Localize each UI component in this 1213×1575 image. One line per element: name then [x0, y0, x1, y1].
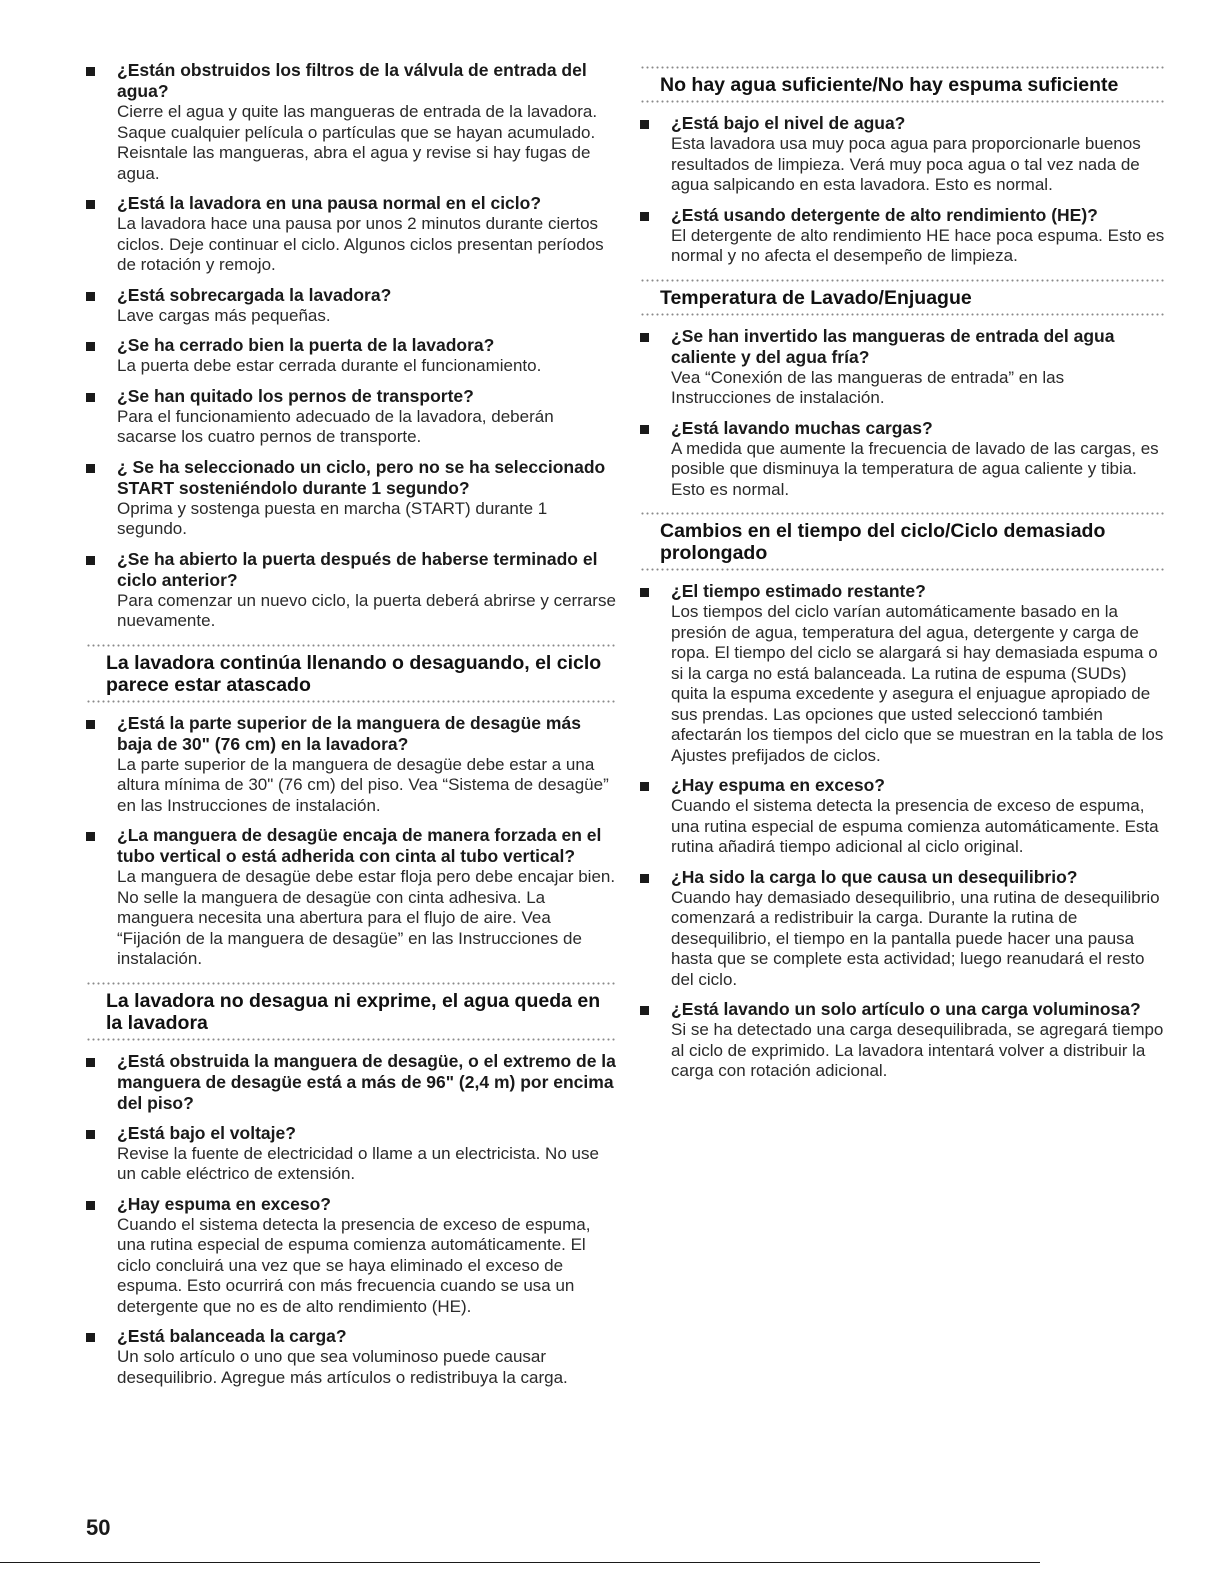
answer: Para comenzar un nuevo ciclo, la puerta deberá abrirse y cerrarse nuevamente.	[117, 590, 616, 630]
bullet-icon	[86, 292, 95, 301]
section-header	[640, 512, 1165, 571]
list-item	[86, 1326, 616, 1388]
list-item	[640, 999, 1165, 1082]
bullet-icon	[86, 1058, 95, 1067]
page-number: 50	[86, 1515, 111, 1540]
bullet-icon	[86, 556, 95, 565]
question: ¿Está balanceada la carga?	[117, 1326, 347, 1346]
dotted-divider	[86, 982, 616, 985]
list-item	[640, 326, 1165, 409]
bullet-icon	[86, 464, 95, 473]
answer: Un solo artículo o uno que sea voluminoso puede causar desequilibrio. Agregue más artículos o redistribuya la carga.	[117, 1347, 568, 1387]
left-items-top	[86, 60, 616, 632]
bullet-icon	[640, 782, 649, 791]
dotted-divider	[86, 644, 616, 647]
answer: Los tiempos del ciclo varían automáticamente basado en la presión de agua, temperatura del agua, detergente y carga de ropa. El tiempo del ciclo se alargará si hay demasiada espuma o si la carga no está balanceada. La rutina de espuma (SUDs) quita la espuma excedente y asegura el enjuague apropiado de sus prendas. Las opciones que usted seleccionó también afectarán los tiempos del ciclo que se muestran en la tabla de los Ajustes prefijados de ciclos.	[671, 602, 1164, 765]
bullet-icon	[640, 1006, 649, 1015]
bullet-icon	[86, 720, 95, 729]
section-header	[86, 644, 616, 703]
question: ¿Está usando detergente de alto rendimiento (HE)?	[671, 204, 1098, 225]
bullet-icon	[86, 342, 95, 351]
section-title: La lavadora no desagua ni exprime, el agua queda en la lavadora	[106, 989, 601, 1034]
question: ¿Está bajo el voltaje?	[117, 1122, 296, 1143]
question: ¿Está lavando muchas cargas?	[671, 417, 933, 438]
list-item	[640, 867, 1165, 991]
answer: La puerta debe estar cerrada durante el funcionamiento.	[117, 356, 542, 375]
list-item	[640, 113, 1165, 196]
dotted-divider	[640, 100, 1165, 103]
list-item	[86, 825, 616, 970]
question: ¿Se ha cerrado bien la puerta de la lavadora?	[117, 335, 495, 355]
answer: Para el funcionamiento adecuado de la lavadora, deberán sacarse los cuatro pernos de transporte.	[117, 406, 554, 446]
question: ¿Hay espuma en exceso?	[671, 775, 885, 795]
question: ¿Está obstruida la manguera de desagüe, o el extremo de la manguera de desagüe está a más de 96" (2,4 m) por encima del piso?	[117, 1050, 616, 1113]
answer: Esta lavadora usa muy poca agua para proporcionarle buenos resultados de limpieza. Verá muy poca agua o tal vez nada de agua salpicando en esta lavadora. Esto es normal.	[671, 134, 1141, 194]
question: ¿Se han quitado los pernos de transporte?	[117, 385, 474, 406]
question: ¿Está sobrecargada la lavadora?	[117, 284, 392, 305]
question: ¿La manguera de desagüe encaja de manera forzada en el tubo vertical o está adherida con cinta al tubo vertical?	[117, 825, 602, 866]
section-header	[640, 279, 1165, 316]
list-item	[86, 60, 616, 184]
dotted-divider	[640, 66, 1165, 69]
list-item	[86, 386, 616, 448]
dotted-divider	[640, 568, 1165, 571]
dotted-divider	[86, 700, 616, 703]
dotted-divider	[86, 1038, 616, 1041]
bullet-icon	[640, 212, 649, 221]
answer: Vea “Conexión de las mangueras de entrada” en las Instrucciones de instalación.	[671, 367, 1065, 407]
list-item	[86, 285, 616, 327]
answer: A medida que aumente la frecuencia de lavado de las cargas, es posible que disminuya la temperatura de agua caliente y tibia. Esto es normal.	[671, 438, 1159, 499]
left-column	[86, 60, 616, 1397]
answer: Cuando hay demasiado desequilibrio, una rutina de desequilibrio comenzará a redistribuir la carga. Durante la rutina de desequilibrio, el tiempo en la pantalla puede hacer una pausa hasta que se complete esta actividad; luego reanudará el resto del ciclo.	[671, 887, 1160, 989]
question: ¿Hay espuma en exceso?	[117, 1193, 331, 1214]
bullet-icon	[86, 1333, 95, 1342]
answer: Cierre el agua y quite las mangueras de entrada de la lavadora. Saque cualquier película o partículas que se hayan acumulado. Reisntale las mangueras, abra el agua y revise si hay fugas de agua.	[117, 102, 598, 183]
question: ¿Está la parte superior de la manguera de desagüe más baja de 30" (76 cm) en la lavadora?	[117, 712, 581, 754]
answer: La parte superior de la manguera de desagüe debe estar a una altura mínima de 30" (76 cm) del piso. Vea “Sistema de desagüe” en las Instrucciones de instalación.	[117, 754, 609, 815]
section-header	[640, 66, 1165, 103]
answer: Oprima y sostenga puesta en marcha (START) durante 1 segundo.	[117, 498, 548, 538]
answer: La manguera de desagüe debe estar floja pero debe encajar bien. No selle la manguera de desagüe con cinta adhesiva. La manguera necesita una abertura para el flujo de aire. Vea “Fijación de la manguera de desagüe” en las Instrucciones de instalación.	[117, 867, 616, 968]
section-header	[86, 982, 616, 1041]
answer: Cuando el sistema detecta la presencia de exceso de espuma, una rutina especial de espuma comienza automáticamente. El ciclo concluirá una vez que se haya eliminado el exceso de espuma. Esto ocurrirá con más frecuencia cuando se usa un detergente que no es de alto rendimiento (HE).	[117, 1214, 591, 1316]
answer: Lave cargas más pequeñas.	[117, 305, 331, 325]
list-item	[86, 1123, 616, 1185]
bullet-icon	[86, 1130, 95, 1139]
bullet-icon	[86, 67, 95, 76]
bullet-icon	[640, 588, 649, 597]
section-title: No hay agua suficiente/No hay espuma suficiente	[660, 74, 1119, 96]
bullet-icon	[86, 393, 95, 402]
answer: Revise la fuente de electricidad o llame a un electricista. No use un cable eléctrico de extensión.	[117, 1143, 599, 1183]
question: ¿Ha sido la carga lo que causa un desequilibrio?	[671, 866, 1078, 887]
list-item	[640, 205, 1165, 267]
list-item	[86, 1194, 616, 1318]
footer-rule	[0, 1562, 1040, 1563]
dotted-divider	[640, 313, 1165, 316]
list-item	[640, 418, 1165, 501]
list-item	[86, 713, 616, 817]
question: ¿Está lavando un solo artículo o una carga voluminosa?	[671, 999, 1141, 1019]
bullet-icon	[86, 200, 95, 209]
bullet-icon	[86, 1201, 95, 1210]
dotted-divider	[640, 512, 1165, 515]
answer: Si se ha detectado una carga desequilibrada, se agregará tiempo al ciclo de exprimido. La lavadora intentará volver a distribuir la carga con rotación adicional.	[671, 1020, 1164, 1080]
section-title: Cambios en el tiempo del ciclo/Ciclo demasiado prolongado	[660, 520, 1106, 564]
answer: Cuando el sistema detecta la presencia de exceso de espuma, una rutina especial de espuma comienza automáticamente. Esta rutina añadirá tiempo adicional al ciclo original.	[671, 796, 1159, 856]
question: ¿ Se ha seleccionado un ciclo, pero no se ha seleccionado START sosteniéndolo durante 1 segundo?	[117, 456, 606, 498]
list-item	[86, 335, 616, 377]
list-item	[86, 193, 616, 276]
question: ¿Están obstruidos los filtros de la válvula de entrada del agua?	[117, 60, 587, 101]
section-title: Temperatura de Lavado/Enjuague	[660, 286, 972, 309]
question: ¿El tiempo estimado restante?	[671, 581, 926, 601]
list-item	[86, 1051, 616, 1114]
question: ¿Está bajo el nivel de agua?	[671, 113, 906, 133]
answer: El detergente de alto rendimiento HE hace poca espuma. Esto es normal y no afecta el desempeño de limpieza.	[671, 225, 1165, 265]
question: ¿Se han invertido las mangueras de entrada del agua caliente y del agua fría?	[671, 325, 1115, 367]
question: ¿Se ha abierto la puerta después de haberse terminado el ciclo anterior?	[117, 548, 598, 590]
section-title: La lavadora continúa llenando o desaguando, el ciclo parece estar atascado	[106, 651, 602, 696]
list-item	[86, 549, 616, 632]
right-column	[640, 66, 1165, 1091]
list-item	[640, 581, 1165, 766]
bullet-icon	[640, 333, 649, 342]
bullet-icon	[640, 425, 649, 434]
dotted-divider	[640, 279, 1165, 282]
list-item	[640, 775, 1165, 858]
list-item	[86, 457, 616, 540]
answer: La lavadora hace una pausa por unos 2 minutos durante ciertos ciclos. Deje continuar el ciclo. Algunos ciclos presentan períodos de rotación y remojo.	[117, 214, 604, 274]
bullet-icon	[640, 120, 649, 129]
bullet-icon	[86, 832, 95, 841]
bullet-icon	[640, 874, 649, 883]
question: ¿Está la lavadora en una pausa normal en el ciclo?	[117, 193, 542, 213]
